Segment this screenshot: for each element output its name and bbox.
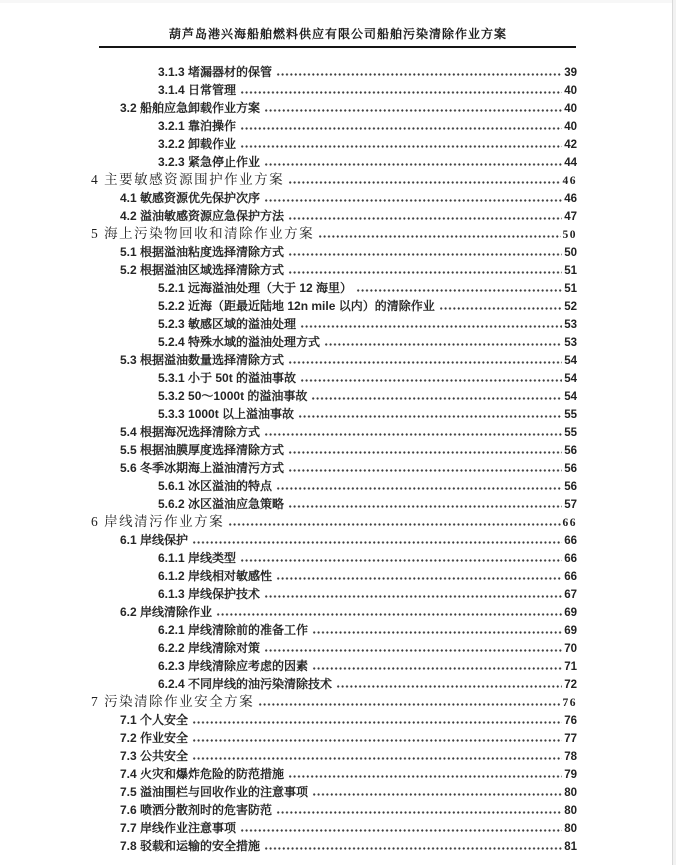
toc-entry-label: 7.8 驳载和运输的安全措施: [120, 839, 261, 853]
toc-entry[interactable]: [0, 513, 676, 531]
toc-entry[interactable]: [0, 279, 676, 297]
toc-entry-label: 5.3.2 50～1000t 的溢油事故: [158, 389, 308, 403]
toc-entry-label: 7.5 溢油围栏与回收作业的注意事项: [120, 785, 309, 799]
toc-entry-page: 39: [564, 67, 577, 79]
toc-leader-dots: [264, 423, 562, 436]
toc-leader-dots: [288, 765, 562, 778]
toc-entry-page: 54: [564, 373, 577, 385]
toc-leader-dots: [192, 531, 562, 544]
toc-entry-page: 56: [564, 445, 577, 457]
toc-entry-label: 5.2.2 近海（距最近陆地 12n mile 以内）的清除作业: [158, 299, 435, 313]
toc-list: [0, 63, 676, 855]
toc-leader-dots: [264, 189, 562, 202]
toc-entry-label: 7 污染清除作业安全方案: [91, 694, 255, 709]
toc-entry-page: 54: [564, 355, 577, 367]
toc-entry-page: 81: [564, 841, 577, 853]
toc-leader-dots: [192, 711, 562, 724]
toc-leader-dots: [192, 729, 562, 742]
toc-entry-page: 56: [564, 481, 577, 493]
toc-entry[interactable]: [0, 819, 676, 837]
toc-entry[interactable]: [0, 441, 676, 459]
toc-entry[interactable]: [0, 477, 676, 495]
toc-leader-dots: [288, 351, 562, 364]
toc-entry-label: 3.1.3 堵漏器材的保管: [158, 65, 273, 79]
page-top-edge: [0, 0, 676, 3]
toc-entry[interactable]: [0, 99, 676, 117]
toc-entry[interactable]: [0, 531, 676, 549]
toc-leader-dots: [318, 225, 560, 238]
toc-leader-dots: [336, 675, 562, 688]
toc-leader-dots: [264, 639, 562, 652]
toc-entry-label: 3.2.1 靠泊操作: [158, 119, 237, 133]
toc-entry-page: 70: [564, 643, 577, 655]
toc-leader-dots: [312, 657, 562, 670]
toc-entry-page: 44: [564, 157, 577, 169]
toc-entry-page: 47: [564, 211, 577, 223]
toc-entry-label: 7.1 个人安全: [120, 713, 189, 727]
toc-leader-dots: [288, 207, 562, 220]
toc-entry-label: 6.2.4 不同岸线的油污染清除技术: [158, 677, 333, 691]
toc-entry-label: 5.4 根据海况选择清除方式: [120, 425, 261, 439]
toc-leader-dots: [298, 405, 562, 418]
toc-entry-label: 4.2 溢油敏感资源应急保护方法: [120, 209, 285, 223]
toc-entry-label: 4 主要敏感资源围护作业方案: [91, 172, 285, 187]
toc-entry[interactable]: [0, 297, 676, 315]
toc-entry-page: 80: [564, 787, 577, 799]
toc-entry-label: 5.3.1 小于 50t 的溢油事故: [158, 371, 297, 385]
toc-entry-label: 5.6.2 冰区溢油应急策略: [158, 497, 285, 511]
toc-entry-page: 50: [564, 247, 577, 259]
toc-entry[interactable]: [0, 81, 676, 99]
toc-entry-label: 6.2 岸线清除作业: [120, 605, 213, 619]
toc-entry[interactable]: [0, 405, 676, 423]
toc-leader-dots: [300, 315, 562, 328]
toc-entry-page: 54: [564, 391, 577, 403]
toc-leader-dots: [276, 567, 562, 580]
toc-entry-label: 6.1.3 岸线保护技术: [158, 587, 261, 601]
toc-leader-dots: [356, 279, 562, 292]
toc-entry[interactable]: [0, 189, 676, 207]
toc-entry[interactable]: [0, 567, 676, 585]
toc-entry-label: 3.1.4 日常管理: [158, 83, 237, 97]
toc-leader-dots: [276, 63, 562, 76]
toc-leader-dots: [216, 603, 562, 616]
toc-leader-dots: [288, 171, 560, 184]
toc-entry[interactable]: [0, 171, 676, 189]
toc-entry-page: 76: [562, 697, 577, 709]
toc-entry[interactable]: [0, 729, 676, 747]
running-header-title: 葫芦岛港兴海船舶燃料供应有限公司船舶污染清除作业方案: [168, 27, 507, 41]
toc-leader-dots: [264, 99, 562, 112]
toc-entry-label: 5.2.3 敏感区域的溢油处理: [158, 317, 297, 331]
toc-entry[interactable]: [0, 783, 676, 801]
toc-entry-page: 40: [564, 103, 577, 115]
toc-leader-dots: [324, 333, 562, 346]
toc-entry-label: 5.2 根据溢油区域选择清除方式: [120, 263, 285, 277]
toc-entry[interactable]: [0, 333, 676, 351]
toc-entry-page: 53: [564, 337, 577, 349]
toc-entry-page: 57: [564, 499, 577, 511]
toc-entry-page: 71: [564, 661, 577, 673]
toc-entry-label: 5.6.1 冰区溢油的特点: [158, 479, 273, 493]
toc-entry[interactable]: [0, 693, 676, 711]
toc-entry[interactable]: [0, 765, 676, 783]
toc-entry-label: 7.6 喷洒分散剂时的危害防范: [120, 803, 273, 817]
toc-leader-dots: [276, 477, 562, 490]
toc-leader-dots: [276, 801, 562, 814]
toc-entry[interactable]: [0, 747, 676, 765]
toc-entry[interactable]: [0, 261, 676, 279]
toc-entry-page: 46: [562, 175, 577, 187]
toc-entry-label: 6.1.2 岸线相对敏感性: [158, 569, 273, 583]
toc-entry-label: 5 海上污染物回收和清除作业方案: [91, 226, 315, 241]
toc-leader-dots: [288, 459, 562, 472]
toc-entry-page: 56: [564, 463, 577, 475]
toc-entry-page: 72: [564, 679, 577, 691]
toc-entry[interactable]: [0, 225, 676, 243]
toc-entry-page: 67: [564, 589, 577, 601]
toc-entry-page: 53: [564, 319, 577, 331]
toc-entry-page: 79: [564, 769, 577, 781]
toc-entry[interactable]: [0, 675, 676, 693]
toc-entry-label: 5.5 根据油膜厚度选择清除方式: [120, 443, 285, 457]
toc-entry[interactable]: [0, 369, 676, 387]
toc-leader-dots: [288, 441, 562, 454]
toc-leader-dots: [240, 135, 562, 148]
toc-entry[interactable]: [0, 315, 676, 333]
toc-entry-label: 5.3 根据溢油数量选择清除方式: [120, 353, 285, 367]
toc-entry-page: 78: [564, 751, 577, 763]
toc-entry-page: 80: [564, 805, 577, 817]
toc-entry-page: 77: [564, 733, 577, 745]
toc-entry-label: 6.1 岸线保护: [120, 533, 189, 547]
toc-entry-label: 4.1 敏感资源优先保护次序: [120, 191, 261, 205]
toc-leader-dots: [288, 243, 562, 256]
toc-entry-page: 50: [562, 229, 577, 241]
toc-leader-dots: [312, 621, 562, 634]
toc-entry-page: 52: [564, 301, 577, 313]
header-rule: [99, 46, 576, 48]
toc-entry[interactable]: [0, 603, 676, 621]
toc-entry-page: 69: [564, 625, 577, 637]
toc-entry-label: 6.2.1 岸线清除前的准备工作: [158, 623, 309, 637]
toc-entry-page: 51: [564, 265, 577, 277]
toc-entry-label: 6.2.2 岸线清除对策: [158, 641, 261, 655]
toc-entry-page: 46: [564, 193, 577, 205]
toc-leader-dots: [240, 819, 562, 832]
toc-leader-dots: [264, 837, 562, 850]
toc-entry-page: 66: [564, 553, 577, 565]
toc-entry-label: 3.2.2 卸载作业: [158, 137, 237, 151]
toc-entry-label: 5.2.1 远海溢油处理（大于 12 海里）: [158, 281, 353, 295]
toc-entry[interactable]: [0, 243, 676, 261]
toc-entry[interactable]: [0, 135, 676, 153]
toc-leader-dots: [258, 693, 560, 706]
toc-entry[interactable]: [0, 153, 676, 171]
toc-entry[interactable]: [0, 639, 676, 657]
toc-leader-dots: [439, 297, 562, 310]
toc-entry-page: 40: [564, 121, 577, 133]
toc-entry[interactable]: [0, 801, 676, 819]
toc-leader-dots: [300, 369, 562, 382]
toc-entry-label: 5.2.4 特殊水域的溢油处理方式: [158, 335, 321, 349]
toc-entry[interactable]: [0, 495, 676, 513]
toc-entry-label: 5.6 冬季冰期海上溢油清污方式: [120, 461, 285, 475]
toc-entry-page: 55: [564, 427, 577, 439]
toc-leader-dots: [240, 549, 562, 562]
toc-entry[interactable]: [0, 621, 676, 639]
toc-leader-dots: [312, 783, 562, 796]
toc-entry-page: 80: [564, 823, 577, 835]
toc-entry[interactable]: [0, 387, 676, 405]
toc-entry-label: 6 岸线清污作业方案: [91, 514, 225, 529]
toc-entry-page: 66: [564, 571, 577, 583]
toc-leader-dots: [311, 387, 562, 400]
toc-leader-dots: [264, 585, 562, 598]
toc-entry[interactable]: [0, 117, 676, 135]
toc-entry-page: 69: [564, 607, 577, 619]
toc-entry-page: 42: [564, 139, 577, 151]
toc-entry-label: 7.4 火灾和爆炸危险的防范措施: [120, 767, 285, 781]
toc-entry[interactable]: [0, 207, 676, 225]
toc-entry[interactable]: [0, 351, 676, 369]
toc-leader-dots: [264, 153, 562, 166]
toc-entry-label: 3.2.3 紧急停止作业: [158, 155, 261, 169]
toc-entry-page: 40: [564, 85, 577, 97]
toc-leader-dots: [192, 747, 562, 760]
toc-entry-label: 7.2 作业安全: [120, 731, 189, 745]
toc-entry[interactable]: [0, 711, 676, 729]
toc-leader-dots: [288, 261, 562, 274]
toc-entry-label: 5.1 根据溢油粘度选择清除方式: [120, 245, 285, 259]
toc-entry-page: 76: [564, 715, 577, 727]
toc-leader-dots: [288, 495, 562, 508]
toc-entry[interactable]: [0, 63, 676, 81]
toc-entry-label: 5.3.3 1000t 以上溢油事故: [158, 407, 295, 421]
toc-entry-label: 7.3 公共安全: [120, 749, 189, 763]
toc-entry-page: 66: [564, 535, 577, 547]
toc-entry[interactable]: [0, 423, 676, 441]
toc-entry[interactable]: [0, 657, 676, 675]
toc-leader-dots: [240, 81, 562, 94]
toc-entry-label: 6.1.1 岸线类型: [158, 551, 237, 565]
toc-leader-dots: [228, 513, 560, 526]
toc-entry[interactable]: [0, 549, 676, 567]
toc-entry-label: 7.7 岸线作业注意事项: [120, 821, 237, 835]
toc-entry[interactable]: [0, 837, 676, 855]
toc-entry[interactable]: [0, 459, 676, 477]
toc-leader-dots: [240, 117, 562, 130]
toc-entry-page: 55: [564, 409, 577, 421]
toc-entry-label: 6.2.3 岸线清除应考虑的因素: [158, 659, 309, 673]
toc-entry-label: 3.2 船舶应急卸载作业方案: [120, 101, 261, 115]
toc-entry[interactable]: [0, 585, 676, 603]
toc-entry-page: 51: [564, 283, 577, 295]
toc-entry-page: 66: [562, 517, 577, 529]
